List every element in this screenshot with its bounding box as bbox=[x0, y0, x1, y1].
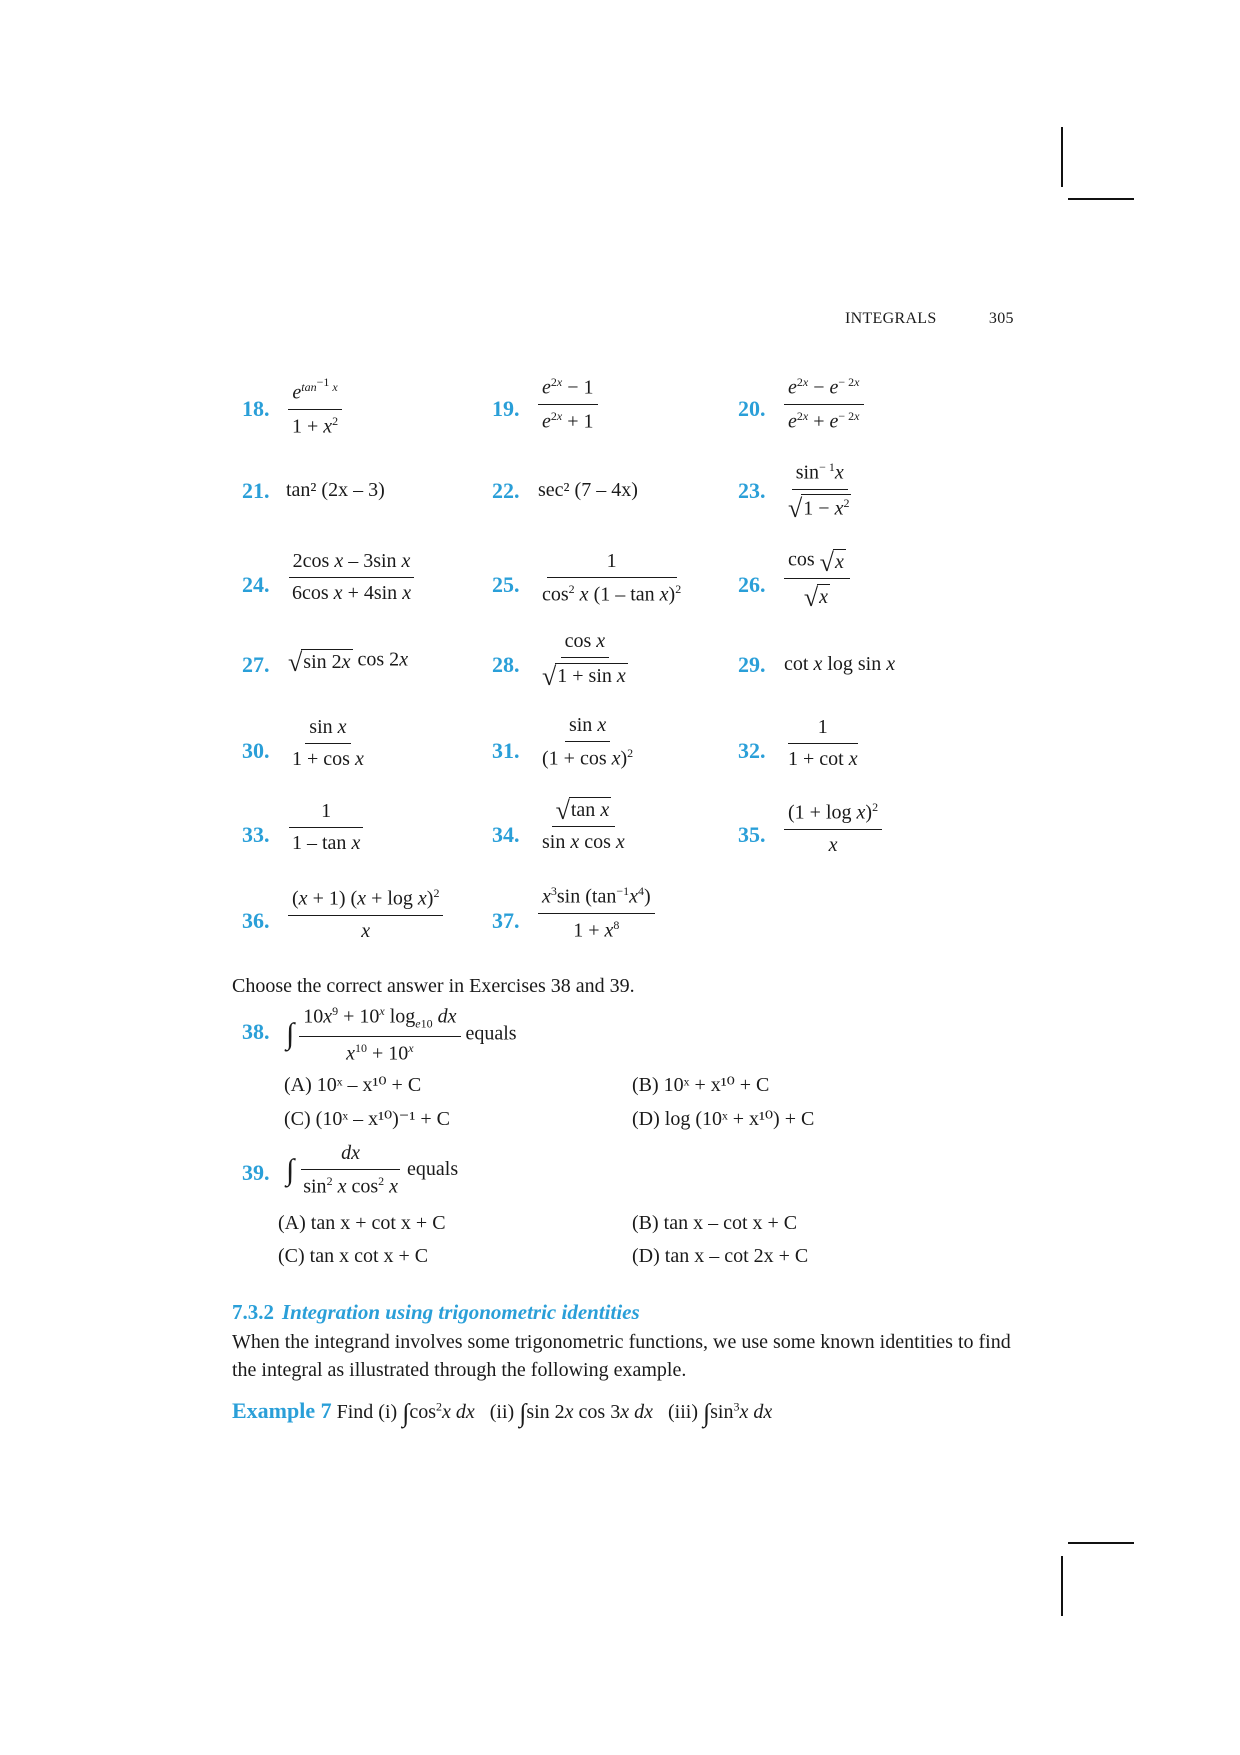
header-title: INTEGRALS bbox=[845, 310, 937, 327]
exercise-number: 28. bbox=[492, 652, 520, 677]
exercise-19-expression: $\frac{e^{2x} - 1}{e^{2x} + 1}$ bbox=[538, 375, 598, 433]
exercise-21-expression: tan² (2x – 3) bbox=[286, 479, 385, 501]
section-paragraph: When the integrand involves some trigonometric functions, we use some known identities to find the integral as illustrated through the following example. bbox=[232, 1331, 1011, 1381]
exercise-32-expression: $\frac{1}{\text{1 + cot x}}$ bbox=[788, 716, 858, 770]
q38-option-b: (B) 10ˣ + x¹⁰ + C bbox=[632, 1074, 770, 1096]
question-38-equals: equals bbox=[465, 1022, 517, 1045]
exercise-number: 33. bbox=[242, 822, 270, 847]
exercise-number: 26. bbox=[738, 572, 766, 597]
exercise-25-expression: $\frac{1}{\cos^2 x (1 - \tan x)^2}$ bbox=[542, 550, 682, 606]
exercise-number: 36. bbox=[242, 908, 270, 933]
exercise-31-expression: $\frac{\text{sin x}}{(1 + \cos x)^2}$ bbox=[542, 714, 634, 770]
exercise-26-expression: cos √ x √ x bbox=[784, 548, 850, 609]
question-38-expression: ∫ $\frac{10x^9 + 10^x \log_{e10} dx}{x^{10} + 10^x}$ equals bbox=[286, 1004, 517, 1065]
example-find-i: Find (i) bbox=[336, 1401, 398, 1423]
section-heading bbox=[232, 1300, 640, 1325]
exercise-34-expression: √ tan x sin x cos x bbox=[542, 796, 625, 853]
section-number: 7.3.2 bbox=[232, 1300, 274, 1324]
running-header bbox=[845, 310, 1014, 328]
exercise-number: 19. bbox=[492, 396, 520, 421]
crop-mark-bottom-vertical bbox=[1061, 1556, 1063, 1616]
exercise-33-expression: $\frac{1}{\text{1 – tan x}}$ bbox=[288, 800, 364, 855]
exercise-number: 23. bbox=[738, 478, 766, 503]
q38-option-d: (D) log (10ˣ + x¹⁰) + C bbox=[632, 1108, 815, 1130]
exercise-number: 29. bbox=[738, 652, 766, 677]
exercise-number: 21. bbox=[242, 478, 270, 503]
example-label: Example 7 bbox=[232, 1398, 332, 1423]
exercise-29-expression: cot x log sin x bbox=[784, 653, 896, 675]
q38-option-c: (C) (10ˣ – x¹⁰)⁻¹ + C bbox=[284, 1108, 450, 1130]
q39-option-a: (A) tan x + cot x + C bbox=[278, 1212, 446, 1234]
exercise-30-expression: $\frac{\text{sin x}}{\text{1 + cos x}}$ bbox=[292, 716, 364, 770]
exercise-22-expression: sec² (7 – 4x) bbox=[538, 479, 638, 501]
q39-option-b: (B) tan x – cot x + C bbox=[632, 1212, 798, 1234]
exercise-27-expression: √ sin 2x cos 2x bbox=[288, 648, 409, 677]
question-39-number: 39. bbox=[242, 1160, 270, 1185]
exercise-18-expression: $\frac{e^{tan^{-1} x}}{1 + x^2}$ bbox=[288, 375, 342, 438]
exercise-23-expression: $\sin^{- 1}x$ √ $1 - x^2$ bbox=[788, 460, 850, 524]
exercise-37-expression: $\frac{x^3\sin (\tan^{-1}x^4)}{1 + x^8}$ bbox=[538, 884, 655, 942]
exercise-number: 35. bbox=[738, 822, 766, 847]
page-number: 305 bbox=[988, 310, 1014, 327]
exercise-28-expression: cos x √ 1 + sin x bbox=[542, 630, 626, 691]
exercise-number: 22. bbox=[492, 478, 520, 503]
exercise-35-expression: $\frac{(1 + \log x)^2}{x}$ bbox=[784, 800, 882, 857]
crop-mark-bottom-horizontal bbox=[1068, 1542, 1134, 1544]
example-part-iii: (iii) bbox=[667, 1401, 698, 1423]
example-7: Example 7 Find (i) $\int\cos^2x$ dx (ii) ∫sin 2x cos 3x dx (iii) $\int\sin^3x$ dx bbox=[232, 1398, 773, 1428]
exercise-number: 34. bbox=[492, 822, 520, 847]
q38-option-a: (A) 10ˣ – x¹⁰ + C bbox=[284, 1074, 422, 1096]
exercise-number: 27. bbox=[242, 652, 270, 677]
exercise-number: 30. bbox=[242, 738, 270, 763]
exercise-number: 24. bbox=[242, 572, 270, 597]
exercise-24-expression: $\frac{\text{2cos x – 3sin x}}{\text{6cos x + 4sin x}}$ bbox=[288, 550, 415, 605]
instruction-text: Choose the correct answer in Exercises 38 and 39. bbox=[232, 975, 635, 997]
question-39-equals: equals bbox=[407, 1157, 459, 1180]
crop-mark-top-vertical bbox=[1061, 127, 1063, 187]
exercise-number: 31. bbox=[492, 738, 520, 763]
example-part-ii: (ii) bbox=[489, 1401, 515, 1423]
section-title: Integration using trigonometric identities bbox=[282, 1300, 640, 1324]
exercise-36-expression: $\frac{(x + 1) (x + \log x)^2}{x}$ bbox=[288, 886, 443, 943]
question-38-number: 38. bbox=[242, 1019, 270, 1044]
exercise-number: 18. bbox=[242, 396, 270, 421]
exercise-number: 32. bbox=[738, 738, 766, 763]
crop-mark-top-horizontal bbox=[1068, 198, 1134, 200]
exercise-number: 20. bbox=[738, 396, 766, 421]
question-39-expression: ∫ $\frac{dx}{\sin^2 x \cos^2 x}$ equals bbox=[286, 1142, 459, 1198]
q39-option-c: (C) tan x cot x + C bbox=[278, 1245, 429, 1267]
exercise-number: 25. bbox=[492, 572, 520, 597]
exercise-20-expression: $\frac{e^{2x} - e^{- 2x}}{e^{2x} + e^{- 2x}}$ bbox=[784, 375, 864, 433]
q39-option-d: (D) tan x – cot 2x + C bbox=[632, 1245, 809, 1267]
exercise-number: 37. bbox=[492, 908, 520, 933]
